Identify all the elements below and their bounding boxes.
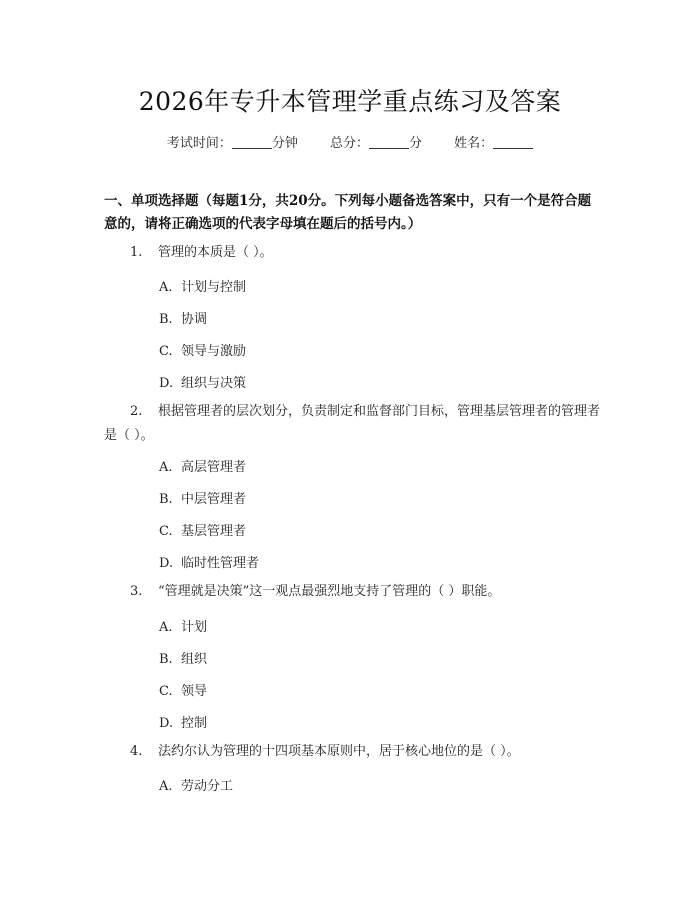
option-1b bbox=[159, 308, 207, 327]
name-field bbox=[454, 132, 533, 151]
option-text: 临时性管理者 bbox=[181, 556, 260, 571]
option-text: 计划 bbox=[181, 620, 208, 635]
option-letter: B. bbox=[159, 492, 173, 507]
option-letter: A. bbox=[159, 280, 173, 295]
option-2b bbox=[159, 488, 246, 507]
question-4 bbox=[104, 740, 600, 764]
option-text: 领导 bbox=[181, 684, 208, 699]
question-number: 4. bbox=[130, 744, 143, 759]
question-number: 3. bbox=[130, 584, 143, 599]
option-letter: D. bbox=[159, 716, 174, 731]
question-text: 法约尔认为管理的十四项基本原则中，居于核心地位的是（ ）。 bbox=[158, 744, 520, 759]
option-letter: A. bbox=[159, 779, 173, 794]
score-unit: 分 bbox=[409, 136, 423, 151]
question-text: 管理的本质是（ ）。 bbox=[158, 245, 273, 260]
option-letter: C. bbox=[159, 344, 173, 359]
question-number: 2. bbox=[130, 404, 143, 419]
option-letter: A. bbox=[159, 620, 173, 635]
option-text: 高层管理者 bbox=[181, 460, 247, 475]
option-letter: B. bbox=[159, 312, 173, 327]
question-text: “管理就是决策”这一观点最强烈地支持了管理的（ ）职能。 bbox=[158, 584, 501, 599]
option-letter: D. bbox=[159, 556, 174, 571]
question-3 bbox=[104, 580, 600, 604]
option-text: 领导与激励 bbox=[181, 344, 247, 359]
option-text: 组织与决策 bbox=[181, 376, 247, 391]
time-unit: 分钟 bbox=[271, 136, 298, 151]
name-label: 姓名： bbox=[454, 136, 494, 151]
time-blank bbox=[232, 136, 272, 149]
option-3a bbox=[159, 616, 207, 635]
option-text: 控制 bbox=[181, 716, 208, 731]
option-2c bbox=[159, 520, 246, 539]
option-text: 基层管理者 bbox=[181, 524, 247, 539]
question-number: 1. bbox=[130, 245, 143, 260]
section-heading: 一、单项选择题（每题1分，共20分。下列每小题备选答案中，只有一个是符合题意的，请将正确选项的代表字母填在题后的括号内。） bbox=[104, 193, 592, 232]
option-3c bbox=[159, 680, 207, 699]
option-2d bbox=[159, 552, 259, 571]
option-text: 协调 bbox=[181, 312, 208, 327]
exam-info-line bbox=[0, 132, 700, 151]
option-letter: A. bbox=[159, 460, 173, 475]
time-label: 考试时间： bbox=[166, 136, 232, 151]
option-letter: C. bbox=[159, 524, 173, 539]
score-blank bbox=[369, 136, 409, 149]
option-letter: D. bbox=[159, 376, 174, 391]
option-text: 组织 bbox=[181, 652, 208, 667]
option-text: 计划与控制 bbox=[181, 280, 247, 295]
option-letter: B. bbox=[159, 652, 173, 667]
option-3b bbox=[159, 648, 207, 667]
option-2a bbox=[159, 456, 246, 475]
option-1c bbox=[159, 340, 246, 359]
name-blank bbox=[493, 136, 533, 149]
option-1a bbox=[159, 276, 246, 295]
question-text: 根据管理者的层次划分，负责制定和监督部门目标，管理基层管理者的管理者是（ ）。 bbox=[104, 404, 601, 443]
question-2 bbox=[104, 400, 600, 448]
score-field bbox=[330, 132, 422, 151]
option-text: 中层管理者 bbox=[181, 492, 247, 507]
document-title: 2026年专升本管理学重点练习及答案 bbox=[138, 87, 562, 116]
score-label: 总分： bbox=[329, 136, 369, 151]
option-4a bbox=[159, 775, 233, 794]
option-text: 劳动分工 bbox=[181, 779, 234, 794]
time-field bbox=[167, 132, 298, 151]
option-letter: C. bbox=[159, 684, 173, 699]
option-3d bbox=[159, 712, 207, 731]
option-1d bbox=[159, 372, 246, 391]
question-1 bbox=[104, 241, 600, 265]
